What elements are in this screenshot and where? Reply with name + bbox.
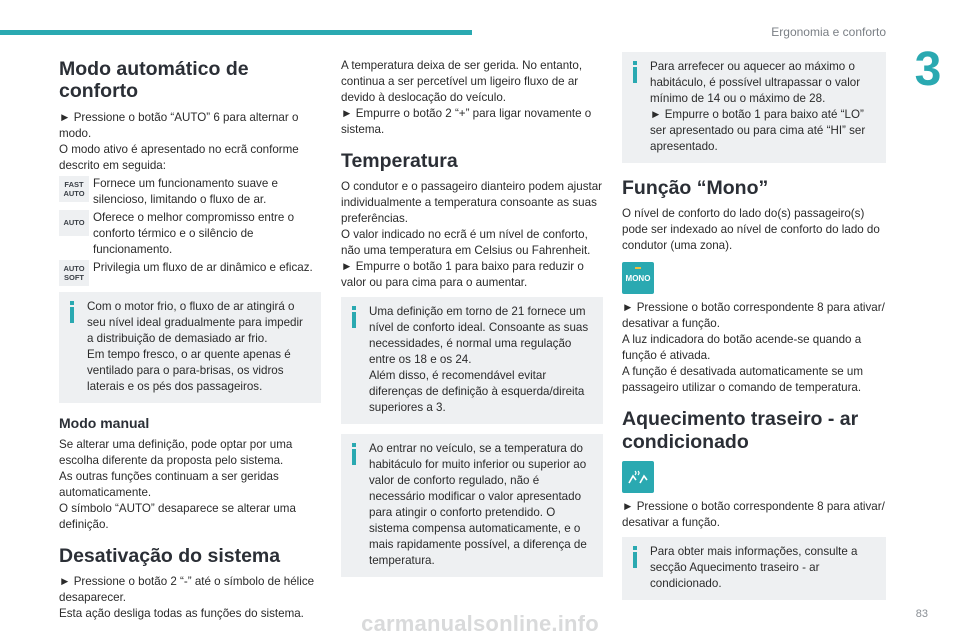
rear-seat-airflow-icon: [626, 468, 650, 486]
note-text: Além disso, é recomendável evitar diferenças de definição à esquerda/direita superiores a 3.: [369, 369, 585, 415]
note-text: Para arrefecer ou aquecer ao máximo o habitáculo, é possível ultrapassar o valor mínimo de 14 ou o máximo de 28.: [650, 60, 861, 105]
paragraph: A luz indicadora do botão acende-se quando a função é ativada.: [622, 333, 862, 363]
paragraph: ► Pressione o botão correspondente 8 para ativar/ desativar a função.: [622, 301, 885, 331]
paragraph: ► Pressione o botão “AUTO” 6 para alternar o modo.: [59, 110, 299, 140]
icon-label-bottom: AUTO: [63, 188, 85, 198]
icon-label-top: FAST: [64, 179, 84, 189]
note-text: Em tempo fresco, o ar quente apenas é ventilado para o para-brisas, os vidros laterais e os pés dos passageiros.: [87, 347, 291, 393]
column-2: [341, 58, 603, 587]
info-note: [59, 292, 321, 403]
note-text: ► Empurre o botão 1 para baixo até “LO” ser apresentado ou para cima até “HI” ser apresentado.: [650, 108, 866, 153]
column-1: [59, 52, 321, 622]
auto-icon: [59, 210, 89, 236]
paragraph: A temperatura deixa de ser gerida. No entanto, continua a ser percetível um ligeiro fluxo de ar devido à deslocação do veículo.: [341, 59, 583, 104]
paragraph: Se alterar uma definição, pode optar por uma escolha diferente da proposta pelo sistema.: [59, 437, 293, 467]
icon-label-top: AUTO: [63, 263, 85, 273]
mode-description: Fornece um funcionamento suave e silencioso, limitando o fluxo de ar.: [93, 176, 278, 206]
heading-rear-heating: Aquecimento traseiro - ar condicionado: [622, 408, 859, 453]
paragraph: ► Pressione o botão correspondente 8 para ativar/ desativar a função.: [622, 500, 885, 530]
watermark: carmanualsonline.info: [361, 611, 599, 636]
info-note: [622, 52, 886, 163]
heading-temperature: Temperatura: [341, 150, 458, 172]
note-text: Para obter mais informações, consulte a secção Aquecimento traseiro - ar condicionado.: [650, 545, 858, 591]
column-3: [622, 52, 886, 610]
info-icon: [631, 546, 639, 568]
mode-row-auto-soft: [59, 260, 321, 286]
paragraph: ► Empurre o botão 2 “+” para ligar novamente o sistema.: [341, 107, 592, 136]
paragraph: O condutor e o passageiro dianteiro podem ajustar individualmente a temperatura consoante as suas preferências.: [341, 180, 603, 226]
paragraph: O símbolo “AUTO” desaparece se alterar uma definição.: [59, 501, 296, 531]
icon-label: AUTO: [63, 218, 85, 228]
info-icon: [68, 301, 76, 323]
mono-button-icon: [622, 262, 654, 294]
paragraph: A função é desativada automaticamente se um passageiro utilizar o comando de temperatura.: [622, 365, 864, 395]
paragraph: O nível de conforto do lado do(s) passageiro(s) pode ser indexado ao nível de conforto do lado do condutor (uma zona).: [622, 207, 880, 253]
paragraph: O modo ativo é apresentado no ecrã conforme descrito em seguida:: [59, 142, 299, 172]
rear-climate-icon: [622, 461, 654, 493]
note-text: Ao entrar no veículo, se a temperatura do habitáculo for muito inferior ou superior ao valor de conforto regulado, não é necessário modificar o valor apresentado para atingir o conforto pretendido. O sistema compensa automaticamente, e o mais rapidamente possível, a diferença de temperatura.: [369, 442, 587, 568]
chapter-number: 3: [896, 42, 960, 98]
section-title: Ergonomia e conforto: [771, 25, 886, 39]
paragraph: O valor indicado no ecrã é um nível de conforto, não uma temperatura em Celsius ou Fahrenheit.: [341, 228, 591, 258]
mode-description: Oferece o melhor compromisso entre o conforto térmico e o silêncio de funcionamento.: [93, 210, 295, 256]
paragraph: ► Pressione o botão 2 “-” até o símbolo de hélice desaparecer.: [59, 575, 315, 605]
paragraph: Esta ação desliga todas as funções do sistema.: [59, 607, 304, 621]
auto-soft-icon: [59, 260, 89, 286]
info-icon: [350, 306, 358, 328]
mono-icon-label: MONO: [625, 273, 651, 283]
note-text: Com o motor frio, o fluxo de ar atingirá o seu nível ideal gradualmente para impedir a distribuição de demasiado ar frio.: [87, 299, 303, 345]
heading-system-off: Desativação do sistema: [59, 544, 281, 567]
fast-auto-icon: [59, 176, 89, 202]
info-icon: [350, 443, 358, 465]
heading-manual-mode: Modo manual: [59, 414, 150, 431]
mode-row-fast-auto: [59, 176, 321, 208]
info-note: [341, 434, 603, 577]
mode-row-auto: [59, 210, 321, 258]
info-note: [622, 537, 886, 600]
note-text: Uma definição em torno de 21 fornece um nível de conforto ideal. Consoante as suas necessidades, é normal uma regulação entre os 18 e os 24.: [369, 305, 589, 367]
info-icon: [631, 61, 639, 83]
icon-label-bottom: SOFT: [64, 272, 84, 282]
page-number: 83: [915, 608, 928, 620]
info-note: [341, 297, 603, 424]
paragraph: ► Empurre o botão 1 para baixo para reduzir o valor ou para cima para o aumentar.: [341, 260, 584, 290]
heading-auto-mode: Modo automático de conforto: [59, 58, 249, 103]
paragraph: As outras funções continuam a ser geridas automaticamente.: [59, 469, 279, 499]
mode-description: Privilegia um fluxo de ar dinâmico e eficaz.: [93, 260, 313, 274]
heading-mono: Função “Mono”: [622, 177, 769, 199]
header-accent-bar: [0, 30, 472, 35]
